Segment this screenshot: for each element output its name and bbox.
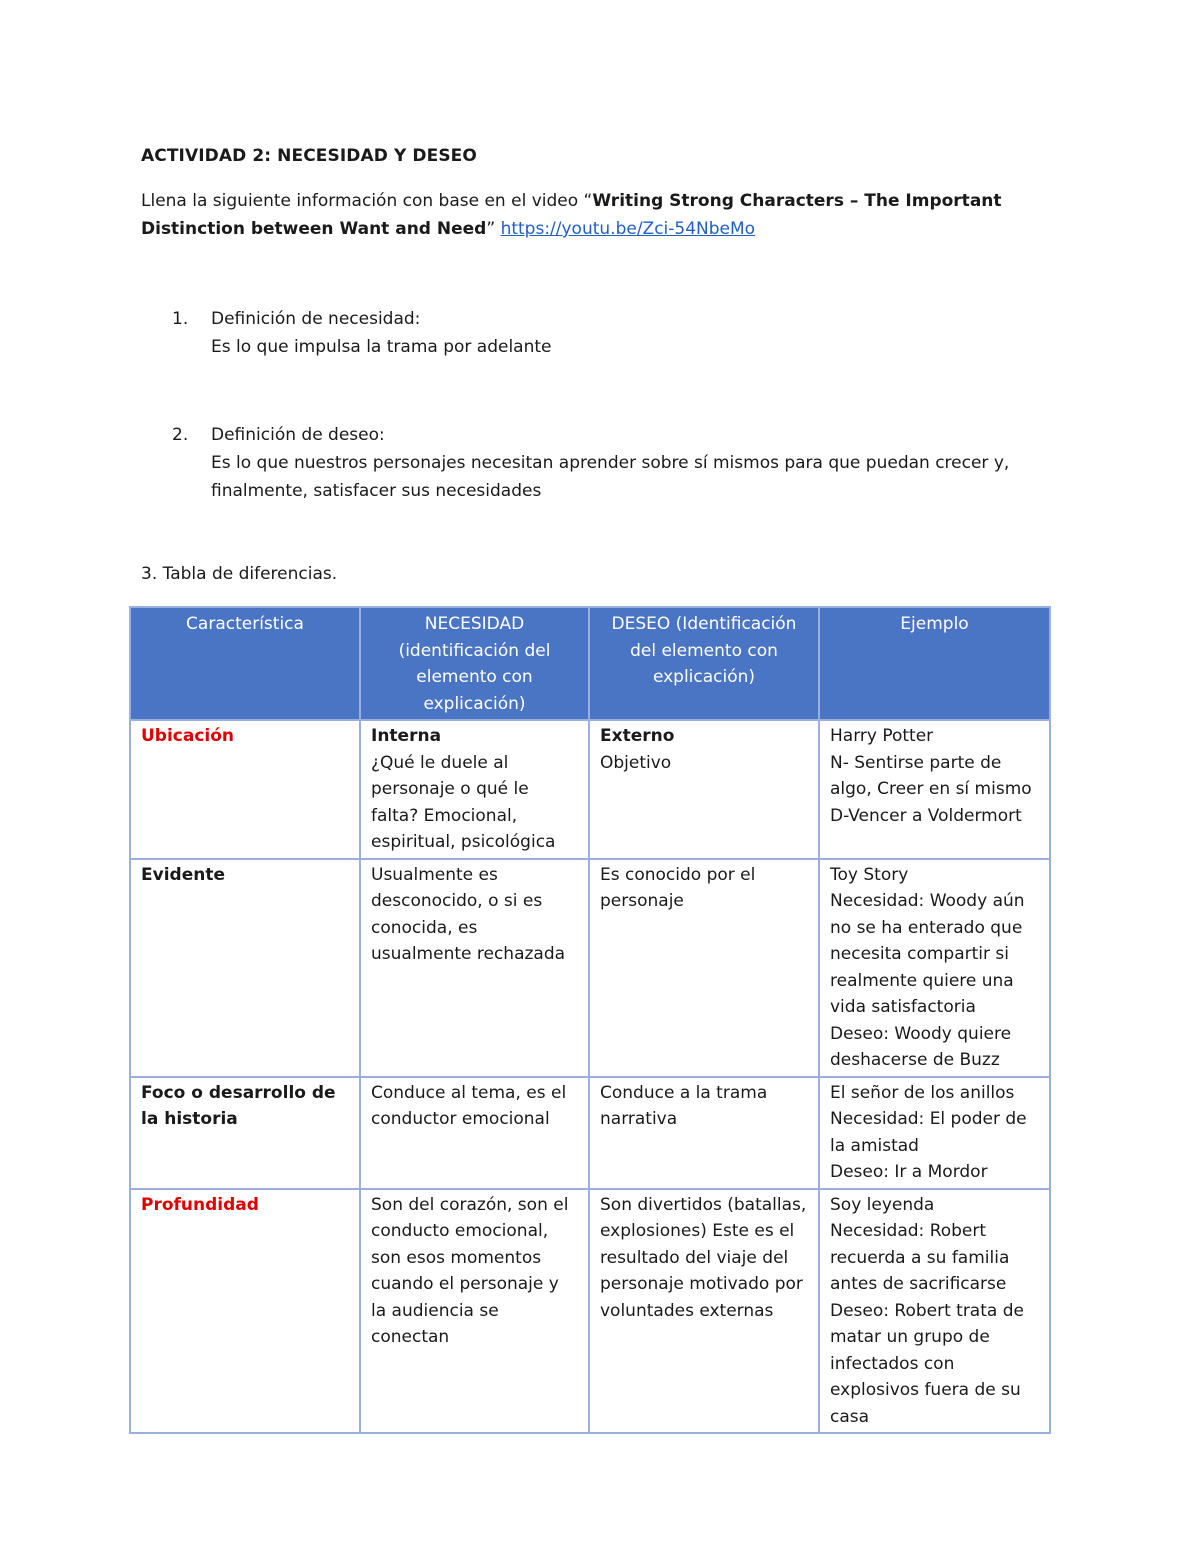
- item-text: Es lo que impulsa la trama por adelante: [211, 337, 552, 357]
- cell-characteristic: Evidente: [130, 859, 360, 1077]
- list-number: 2.: [172, 425, 189, 445]
- intro-suffix: ”: [486, 219, 501, 239]
- example-line: N- Sentirse parte de algo, Creer en sí mismo: [830, 752, 1032, 799]
- intro-paragraph: [141, 187, 1041, 243]
- example-line: Deseo: Robert trata de matar un grupo de infectados con explosivos fuera de su casa: [830, 1300, 1024, 1427]
- item-heading: Definición de necesidad:: [211, 309, 421, 329]
- example-title: Harry Potter: [830, 726, 934, 746]
- header-caracteristica: Característica: [130, 607, 360, 720]
- cell-text: Son del corazón, son el conducto emocional, son esos momentos cuando el personaje y la audiencia se conectan: [371, 1194, 569, 1347]
- cell-characteristic: Profundidad: [130, 1189, 360, 1434]
- example-title: Toy Story: [830, 864, 909, 885]
- document-title: ACTIVIDAD 2: NECESIDAD Y DESEO: [141, 146, 477, 166]
- cell-text: Conduce al tema, es el conductor emocional: [371, 1082, 567, 1129]
- example-line: Necesidad: Woody aún no se ha enterado que necesita compartir si realmente quiere una vida satisfactoria: [830, 891, 1025, 1017]
- example-line: Deseo: Woody quiere deshacerse de Buzz: [830, 1023, 1012, 1070]
- example-title: El señor de los anillos: [830, 1082, 1015, 1103]
- cell-necesidad: [360, 1077, 589, 1189]
- cell-text: Usualmente es desconocido, o si es conocida, es usualmente rechazada: [371, 864, 566, 964]
- cell-deseo: [589, 859, 819, 1077]
- cell-necesidad: [360, 1189, 589, 1434]
- header-necesidad: NECESIDAD (identificación del elemento con explicación): [360, 607, 589, 720]
- differences-table: [129, 606, 1051, 1434]
- cell-ejemplo: [819, 1189, 1050, 1434]
- table-row: [130, 720, 1050, 859]
- table-header-row: [130, 607, 1050, 720]
- table-row: [130, 1189, 1050, 1434]
- list-item-necesidad: [172, 305, 1052, 361]
- list-item-deseo: [172, 421, 1052, 505]
- cell-text: Objetivo: [600, 752, 672, 773]
- example-line: Necesidad: El poder de la amistad: [830, 1109, 1027, 1156]
- cell-title: Interna: [371, 726, 442, 746]
- cell-ejemplo: [819, 720, 1050, 859]
- list-number: 1.: [172, 309, 189, 329]
- cell-title: Externo: [600, 726, 675, 746]
- intro-prefix: Llena la siguiente información con base en el video “: [141, 191, 593, 211]
- cell-necesidad: [360, 720, 589, 859]
- cell-text: Conduce a la trama narrativa: [600, 1082, 768, 1129]
- video-title: Writing Strong Characters – The Important Distinction between Want and Need: [141, 191, 1002, 239]
- item-heading: Definición de deseo:: [211, 425, 385, 445]
- table-title: 3. Tabla de diferencias.: [141, 564, 338, 584]
- table-row: [130, 859, 1050, 1077]
- cell-characteristic: Ubicación: [130, 720, 360, 859]
- item-text: Es lo que nuestros personajes necesitan aprender sobre sí mismos para que puedan crecer y, finalmente, satisfacer sus necesidades: [211, 453, 1010, 501]
- header-ejemplo: Ejemplo: [819, 607, 1050, 720]
- example-line: Necesidad: Robert recuerda a su familia antes de sacrificarse: [830, 1221, 1010, 1294]
- cell-deseo: [589, 720, 819, 859]
- example-title: Soy leyenda: [830, 1194, 935, 1215]
- cell-characteristic: Foco o desarrollo de la historia: [130, 1077, 360, 1189]
- example-line: D-Vencer a Voldermort: [830, 805, 1022, 826]
- video-link[interactable]: https://youtu.be/Zci-54NbeMo: [500, 219, 756, 239]
- cell-necesidad: [360, 859, 589, 1077]
- header-deseo: DESEO (Identificación del elemento con explicación): [589, 607, 819, 720]
- cell-text: Son divertidos (batallas, explosiones) Este es el resultado del viaje del personaje motivado por voluntades externas: [600, 1194, 807, 1321]
- cell-ejemplo: [819, 859, 1050, 1077]
- cell-ejemplo: [819, 1077, 1050, 1189]
- cell-text: Es conocido por el personaje: [600, 864, 756, 911]
- cell-deseo: [589, 1189, 819, 1434]
- cell-text: ¿Qué le duele al personaje o qué le falta? Emocional, espiritual, psicológica: [371, 752, 556, 852]
- cell-deseo: [589, 1077, 819, 1189]
- example-line: Deseo: Ir a Mordor: [830, 1162, 988, 1182]
- table-row: [130, 1077, 1050, 1189]
